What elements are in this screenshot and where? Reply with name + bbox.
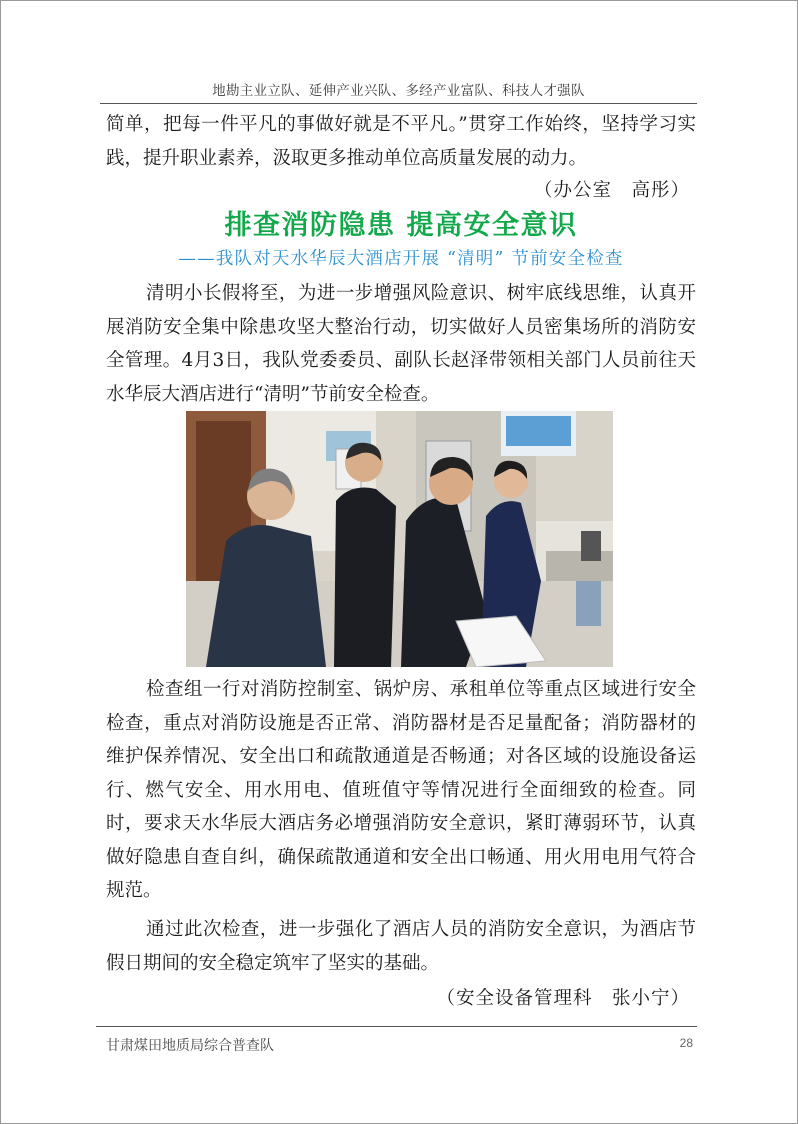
page-number: 28	[679, 1036, 693, 1050]
article-byline: （安全设备管理科 张小宁）	[436, 988, 690, 1009]
previous-article-byline: （办公室 高彤）	[533, 180, 690, 201]
header-motto: 地勘主业立队、延伸产业兴队、多经产业富队、科技人才强队	[212, 83, 585, 99]
article-subtitle: ——我队对天水华辰大酒店开展 “清明” 节前安全检查	[178, 249, 624, 269]
previous-article-ending: 简单，把每一件平凡的事做好就是不平凡。”贯穿工作始终，坚持学习实践，提升职业素养，汲取更多推动单位高质量发展的动力。	[106, 114, 696, 169]
article-paragraph-2: 检查组一行对消防控制室、锅炉房、承租单位等重点区域进行安全检查，重点对消防设施是否正常、消防器材是否足量配备；消防器材的维护保养情况、安全出口和疏散通道是否畅通；对各区域的设施设备运行、燃气安全、用水用电、值班值守等情况进行全面细致的检查。同时，要求天水华辰大酒店务必增强消防安全意识，紧盯薄弱环节，认真做好隐患自查自纠，确保疏散通道和安全出口畅通、用火用电用气符合规范。	[106, 679, 696, 901]
footer-rule	[96, 1026, 697, 1027]
article-title: 排查消防隐患 提高安全意识	[224, 210, 578, 241]
header-rule	[100, 103, 697, 104]
article-paragraph-3: 通过此次检查，进一步强化了酒店人员的消防安全意识，为酒店节假日期间的安全稳定筑牢了坚实的基础。	[106, 919, 696, 974]
inspection-photo	[186, 411, 613, 667]
footer-org-name: 甘肃煤田地质局综合普查队	[106, 1038, 274, 1054]
article-paragraph-1: 清明小长假将至，为进一步增强风险意识、树牢底线思维，认真开展消防安全集中除患攻坚大整治行动，切实做好人员密集场所的消防安全管理。4月3日，我队党委委员、副队长赵泽带领相关部门人员前往天水华辰大酒店进行“清明”节前安全检查。	[106, 283, 696, 405]
